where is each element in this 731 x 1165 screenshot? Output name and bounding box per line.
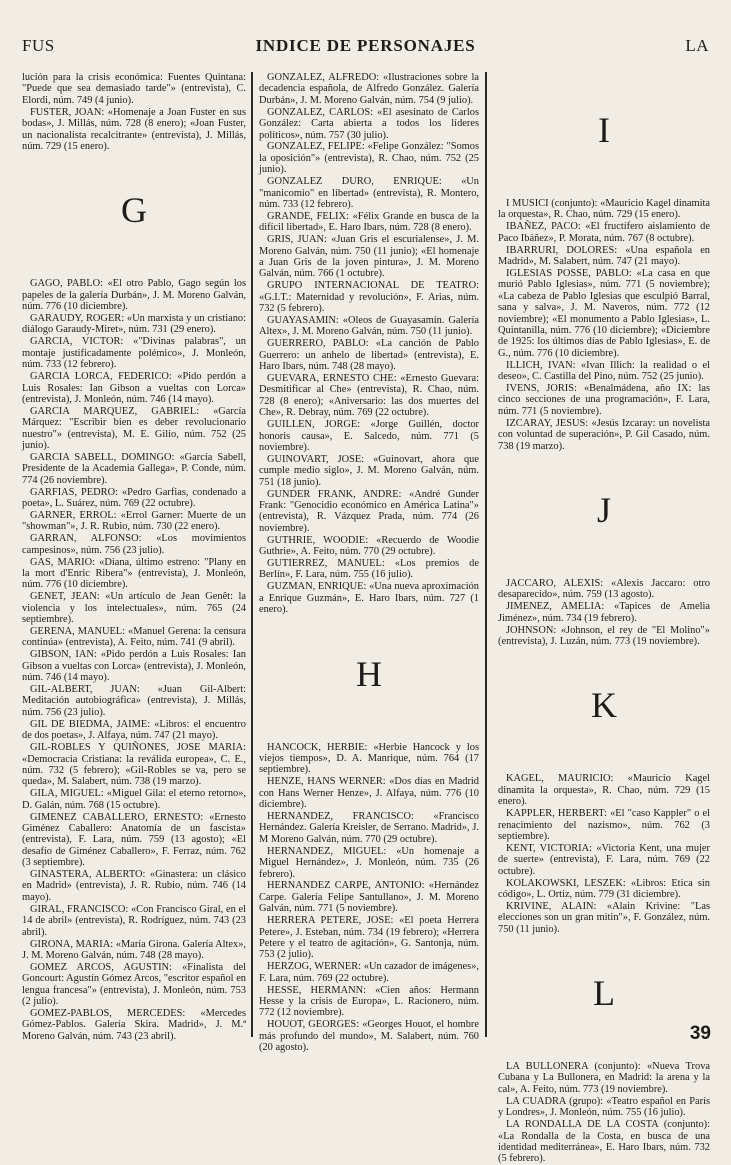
section-letter: I xyxy=(598,110,610,150)
index-entry: HERRERA PETERE, JOSE: «El poeta Herrera Petere», J. Esteban, núm. 734 (19 febrero); «Herrera Petere y el teatro de agitación», G. Santonja, núm. 753 (2 julio). xyxy=(259,915,479,961)
index-entry: GIL DE BIEDMA, JAIME: «Libros: el encuentro de dos poetas», J. Alfaya, núm. 747 (21 mayo). xyxy=(22,718,246,742)
section-letter: K xyxy=(591,685,617,726)
index-entry: GRUPO INTERNACIONAL DE TEATRO: «G.I.T.: Maternidad y revolución», F. Arias, núm. 732 (5 febrero). xyxy=(259,280,479,315)
index-entry: HOUOT, GEORGES: «Georges Houot, el hombre más profundo del mundo», M. Salabert, núm. 760 (20 agosto). xyxy=(259,1019,479,1054)
index-entry: GOMEZ ARCOS, AGUSTIN: «Finalista del Goncourt: Agustín Gómez Arcos, "escritor español en lengua francesa"» (entrevista), J. Monleón, núm. 753 (2 julio). xyxy=(22,961,246,1008)
index-entry: KAGEL, MAURICIO: «Mauricio Kagel dinamita la orquesta», R. Chao, núm. 729 (15 enero). xyxy=(498,773,710,808)
header-right-guide-word: LA xyxy=(685,36,709,55)
index-entry: GONZALEZ, CARLOS: «El asesinato de Carlos González: Carta abierta a todos los líderes políticos», núm. 757 (30 julio). xyxy=(259,106,479,141)
index-entry: HESSE, HERMANN: «Cien años: Hermann Hesse y la crisis de Europa», L. Racionero, núm. 772 (12 noviembre). xyxy=(259,984,479,1019)
index-entry: lución para la crisis económica: Fuentes Quintana: "Puede que sea demasiado tarde"» (entrevista), C. Elordi, núm. 749 (4 junio). xyxy=(22,72,246,106)
index-entry: GIBSON, IAN: «Pido perdón a Luis Rosales: Ian Gibson a vueltas con Lorca» (entrevista), J. Monleón, núm. 746 (14 mayo). xyxy=(22,649,246,684)
index-entry: GARCIA MARQUEZ, GABRIEL: «García Márquez: "Escribir bien es deber revolucionario nuestro"» (entrevista), M. E. Gilio, núm. 752 (25 junio). xyxy=(22,405,246,452)
index-entry: KENT, VICTORIA: «Victoria Kent, una mujer de suerte» (entrevista), F. Lara, núm. 769 (22 octubre). xyxy=(498,842,710,877)
index-entry: GILA, MIGUEL: «Miguel Gila: el eterno retorno», D. Galán, núm. 768 (15 octubre). xyxy=(22,788,246,811)
section-letter: L xyxy=(593,973,615,1014)
index-entry: JACCARO, ALEXIS: «Alexis Jaccaro: otro desaparecido», núm. 759 (13 agosto). xyxy=(498,577,710,601)
index-entry: GIL-ALBERT, JUAN: «Juan Gil-Albert: Meditación autobiográfica» (entrevista), J. Millás, núm. 756 (23 julio). xyxy=(22,684,246,718)
index-entry: IVENS, JORIS: «Benalmádena, año IX: las cinco secciones de una programación», F. Lara, núm. 771 (5 noviembre). xyxy=(498,383,710,417)
index-entry: KOLAKOWSKI, LESZEK: «Libros: Etica sin código», L. Ortiz, núm. 779 (31 diciembre). xyxy=(498,877,710,900)
index-entry: GARAUDY, ROGER: «Un marxista y un cristiano: diálogo Garaudy-Miret», núm. 731 (29 enero). xyxy=(22,313,246,336)
header-left-guide-word: FUS xyxy=(22,36,55,55)
index-entry: KAPPLER, HERBERT: «El "caso Kappler" o el renacimiento del nazismo», núm. 762 (3 septiembre). xyxy=(498,808,710,842)
index-entry: GENET, JEAN: «Un artículo de Jean Genêt: la violencia y los intelectuales», núm. 765 (24 septiembre). xyxy=(22,591,246,626)
index-entry: HENZE, HANS WERNER: «Dos días en Madrid con Hans Werner Henze», J. Alfaya, núm. 776 (10 diciembre). xyxy=(259,776,479,811)
index-entry: LA BULLONERA (conjunto): «Nueva Trova Cubana y La Bullonera, en Madrid: la arena y la cal», A. Feito, núm. 773 (19 noviembre). xyxy=(498,1061,710,1095)
section-letter: H xyxy=(356,653,382,694)
index-entry: GUAYASAMIN: «Oleos de Guayasamín. Galería Altex», J. M. Moreno Galván, núm. 750 (11 junio). xyxy=(259,315,479,338)
section-letter: J xyxy=(596,489,611,530)
index-entry: I MUSICI (conjunto): «Mauricio Kagel dinamita la orquesta», R. Chao, núm. 729 (15 enero). xyxy=(498,198,710,221)
index-entry: GARCIA LORCA, FEDERICO: «Pido perdón a Luis Rosales: Ian Gibson a vueltas con Lorca» (entrevista), J. Monleón, núm. 746 (14 mayo). xyxy=(22,371,246,405)
index-entry: IGLESIAS POSSE, PABLO: «La casa en que murió Pablo Iglesias», núm. 771 (5 noviembre); «La cabeza de Pablo Iglesias que esculpió Barral, sana y salva», J. M. Naveros, núm. 772 (12 noviembre); «El monumento a Pablo Iglesias», L. Quintanilla, núm. 776 (10 diciembre); «Diciembre de 1925: los últimos días de Pablo Iglesias», E. de G., núm. 776 (10 diciembre). xyxy=(498,267,710,359)
index-entry: GARCIA, VICTOR: «"Divinas palabras", un montaje justificadamente polémico», J. Monleón, núm. 733 (12 febrero). xyxy=(22,336,246,371)
index-entry: GARCIA SABELL, DOMINGO: «García Sabell, Presidente de la Academia Gallega», P. Conde, núm. 774 (26 noviembre). xyxy=(22,451,246,486)
index-entry: GRANDE, FELIX: «Félix Grande en busca de la difícil libertad», E. Haro Ibars, núm. 728 (8 enero). xyxy=(259,210,479,234)
index-entry: GOMEZ-PABLOS, MERCEDES: «Mercedes Gómez-Pablos. Galería Skira. Madrid», J. M.ª Moreno Galván, núm. 743 (23 abril). xyxy=(22,1007,246,1042)
index-entry: GARNER, ERROL: «Errol Garner: Muerte de un "showman"», J. R. Rubio, núm. 730 (22 enero). xyxy=(22,509,246,533)
index-entry: JIMENEZ, AMELIA: «Tapices de Amelia Jiménez», núm. 734 (19 febrero). xyxy=(498,601,710,624)
index-entry: GAGO, PABLO: «El otro Pablo, Gago según los papeles de la galería Durbán», J. M. Moreno Galván, núm. 776 (10 diciembre). xyxy=(22,278,246,313)
index-entry: GUINOVART, JOSE: «Guinovart, ahora que cumple medio siglo», J. M. Moreno Galván, núm. 751 (18 junio). xyxy=(259,453,479,488)
index-entry: JOHNSON: «Johnson, el rey de "El Molino"» (entrevista), J. Luzán, núm. 773 (19 noviembre). xyxy=(498,624,710,647)
index-entry: HERNANDEZ CARPE, ANTONIO: «Hernández Carpe. Galería Felipe Santullano», J. M. Moreno Galván, núm. 771 (5 noviembre). xyxy=(259,880,479,915)
index-entry: GONZALEZ, FELIPE: «Felipe González: "Somos la oposición"» (entrevista), R. Chao, núm. 752 (25 junio). xyxy=(259,141,479,176)
column-1 xyxy=(22,72,246,1042)
index-entry: GUNDER FRANK, ANDRE: «André Gunder Frank: "Genocidio económico en América Latina"» (entrevista), R. Vázquez Prada, núm. 774 (26 noviembre). xyxy=(259,488,479,534)
index-entry: GONZALEZ DURO, ENRIQUE: «Un "manicomio" en libertad» (entrevista), R. Montero, núm. 733 (12 febrero). xyxy=(259,176,479,210)
index-entry: GRIS, JUAN: «Juan Gris el escurialense», J. M. Moreno Galván, núm. 750 (11 junio); «El homenaje a Juan Gris de la joven pintura», J. M. Moreno Galván, núm. 766 (1 octubre). xyxy=(259,234,479,280)
column-divider xyxy=(485,72,487,1037)
index-entry: GUEVARA, ERNESTO CHE: «Ernesto Guevara: Desmitificar al Che» (entrevista), R. Chao, núm. 728 (8 enero); «Aniversario: las dos muertes del Che», R. Debray, núm. 769 (22 octubre). xyxy=(259,373,479,419)
index-entry: GINASTERA, ALBERTO: «Ginastera: un clásico en Madrid» (entrevista), J. R. Rubio, núm. 746 (14 mayo). xyxy=(22,869,246,903)
index-entry: ILLICH, IVAN: «Ivan Illich: la realidad o el deseo», C. Castilla del Pino, núm. 752 (25 junio). xyxy=(498,359,710,383)
index-entry: GIRONA, MARIA: «María Girona. Galería Altex», J. M. Moreno Galván, núm. 748 (28 mayo). xyxy=(22,938,246,961)
running-header xyxy=(22,36,709,60)
index-entry: LA RONDALLA DE LA COSTA (conjunto): «La Rondalla de la Costa, en busca de una identidad mediterránea», E. Haro Ibars, núm. 732 (5 febrero). xyxy=(498,1119,710,1165)
index-entry: HERZOG, WERNER: «Un cazador de imágenes», F. Lara, núm. 769 (22 octubre). xyxy=(259,961,479,984)
index-entry: IBARRURI, DOLORES: «Una española en Madrid», M. Salabert, núm. 747 (21 mayo). xyxy=(498,244,710,268)
index-entry: HANCOCK, HERBIE: «Herbie Hancock y los viejos tiempos», D. A. Manrique, núm. 764 (17 septiembre). xyxy=(259,741,479,776)
index-entry: GIMENEZ CABALLERO, ERNESTO: «Ernesto Giménez Caballero: Anatomía de un fascista» (entrevista), F. Lara, núm. 759 (13 agosto); «El desafío de Giménez Caballero», F. Ferraz, núm. 762 (3 septiembre). xyxy=(22,811,246,869)
index-entry: LA CUADRA (grupo): «Teatro español en París y Londres», J. Monleón, núm. 755 (16 julio). xyxy=(498,1095,710,1119)
index-entry: GUILLEN, JORGE: «Jorge Guillén, doctor honoris causa», E. Salcedo, núm. 771 (5 noviembre). xyxy=(259,419,479,453)
index-entry: GUERRERO, PABLO: «La canción de Pablo Guerrero: un anhelo de libertad» (entrevista), E. Haro Ibars, núm. 748 (28 mayo). xyxy=(259,338,479,373)
index-entry: GUTIERREZ, MANUEL: «Los premios de Berlín», F. Lara, núm. 755 (16 julio). xyxy=(259,558,479,581)
index-entry: FUSTER, JOAN: «Homenaje a Joan Fuster en sus bodas», J. Millás, núm. 728 (8 enero); «Joan Fuster, un nacionalista recalcitrante» (entrevista), J. Millás, núm. 729 (15 enero). xyxy=(22,106,246,152)
index-entry: GIL-ROBLES Y QUIÑONES, JOSE MARIA: «Democracia Cristiana: la reválida europea», C. E., núm. 732 (5 febrero); «Gil-Robles se va, pero se queda», M. Salabert, núm. 738 (19 marzo). xyxy=(22,742,246,788)
index-entry: IBAÑEZ, PACO: «El fructífero aislamiento de Paco Ibáñez», P. Morata, núm. 767 (8 octubre). xyxy=(498,221,710,244)
column-divider xyxy=(251,72,253,1037)
section-letter: G xyxy=(121,190,147,231)
column-2 xyxy=(259,72,479,1054)
page-title: INDICE DE PERSONAJES xyxy=(255,36,476,55)
index-entry: GUZMAN, ENRIQUE: «Una nueva aproximación a Enrique Guzmán», E. Haro Ibars, núm. 727 (1 enero). xyxy=(259,581,479,616)
index-entry: HERNANDEZ, FRANCISCO: «Francisco Hernández. Galería Kreisler, de Serrano. Madrid», J. M Moreno Galván, núm. 770 (29 octubre). xyxy=(259,811,479,845)
page-number: 39 xyxy=(689,1023,711,1044)
index-entry: IZCARAY, JESUS: «Jesús Izcaray: un novelista con voluntad de superación», P. Gil Casado, núm. 738 (19 marzo). xyxy=(498,417,710,452)
index-entry: GARRAN, ALFONSO: «Los movimientos campesinos», núm. 756 (23 julio). xyxy=(22,533,246,556)
index-entry: GAS, MARIO: «Diana, último estreno: "Plany en la mort d'Enric Ribera"» (entrevista), J. Monleón, núm. 776 (10 diciembre). xyxy=(22,556,246,591)
index-entry: HERNANDEZ, MIGUEL: «Un homenaje a Miguel Hernández», J. Monleón, núm. 735 (26 febrero). xyxy=(259,845,479,880)
index-entry: GERENA, MANUEL: «Manuel Gerena: la censura continúa» (entrevista), A. Feito, núm. 741 (9 abril). xyxy=(22,626,246,649)
index-entry: KRIVINE, ALAIN: «Alain Krivine: "Las elecciones son un gran mitin"», F. González, núm. 750 (11 junio). xyxy=(498,900,710,935)
index-entry: GONZALEZ, ALFREDO: «Ilustraciones sobre la decadencia española, de Alfredo González. Galería Durbán», J. M. Moreno Galván, núm. 754 (9 julio). xyxy=(259,72,479,106)
index-entry: GIRAL, FRANCISCO: «Con Francisco Giral, en el 14 de abril» (entrevista), R. Rodríguez, núm. 743 (23 abril). xyxy=(22,903,246,938)
index-entry: GARFIAS, PEDRO: «Pedro Garfias, condenado a poeta», L. Suárez, núm. 769 (22 octubre). xyxy=(22,486,246,510)
index-entry: GUTHRIE, WOODIE: «Recuerdo de Woodie Guthrie», A. Feito, núm. 770 (29 octubre). xyxy=(259,534,479,558)
